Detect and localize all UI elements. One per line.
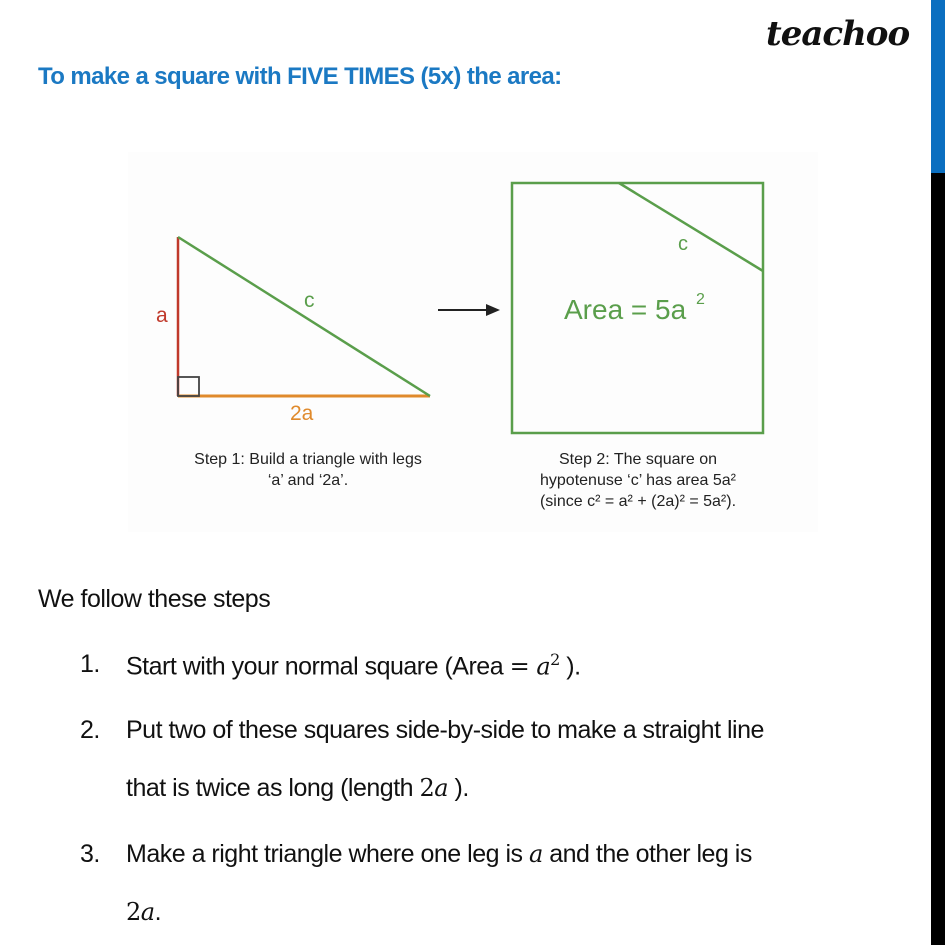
step-text-part: ). xyxy=(448,774,469,802)
label-c: c xyxy=(304,289,315,312)
step-text-part: that is twice as long (length xyxy=(126,774,420,802)
step-text xyxy=(126,650,581,681)
step1-caption xyxy=(158,449,458,491)
step-text-part: . xyxy=(154,898,162,926)
step2-caption-line2: hypotenuse ‘c’ has area 5a² xyxy=(540,472,736,489)
step2-caption-line3: (since c² = a² + (2a)² = 5a²). xyxy=(539,493,737,510)
step-text-part: and the other leg is xyxy=(542,840,752,868)
step-text-part: Start with your normal square (Area xyxy=(126,652,510,681)
step1-caption-line2: ‘a’ and ‘2a’. xyxy=(267,472,349,489)
right-angle-marker xyxy=(178,377,199,396)
square-hypotenuse-line xyxy=(619,183,763,271)
step2-caption-line1: Step 2: The square on xyxy=(558,451,718,468)
square-label-c: c xyxy=(678,233,688,255)
label-a: a xyxy=(156,304,168,327)
teachoo-logo: teachoo xyxy=(766,14,910,54)
intro-text: We follow these steps xyxy=(38,585,271,613)
sidebar-accent-bar xyxy=(931,0,945,173)
pythagoras-figure xyxy=(128,152,818,532)
math-variable: a xyxy=(434,774,449,802)
math-variable: a xyxy=(528,840,543,868)
step-number: 2. xyxy=(80,716,100,744)
math-number: 2 xyxy=(419,774,435,802)
step2-caption xyxy=(498,449,778,512)
area-exponent: 2 xyxy=(696,291,705,308)
step1-caption-line1: Step 1: Build a triangle with legs xyxy=(194,451,422,468)
step-number: 3. xyxy=(80,840,100,868)
math-equals: = xyxy=(509,652,537,681)
step-text-line2 xyxy=(126,898,161,927)
step-text-part: Make a right triangle where one leg is xyxy=(126,840,529,868)
math-number: 2 xyxy=(126,898,141,926)
step-number: 1. xyxy=(80,650,100,678)
hypotenuse-line xyxy=(178,237,430,396)
math-variable: a xyxy=(536,652,551,681)
math-variable: a xyxy=(140,898,155,926)
label-2a: 2a xyxy=(290,402,314,425)
step-text-part: ). xyxy=(559,652,581,681)
step-text-line2 xyxy=(126,774,469,803)
area-label: Area = 5a xyxy=(564,294,687,325)
math-exponent: 2 xyxy=(550,650,560,669)
arrow-right-icon xyxy=(486,304,500,316)
sidebar-dark-bar xyxy=(931,173,945,945)
step-text-line1: Put two of these squares side-by-side to make a straight line xyxy=(126,716,764,744)
page-heading: To make a square with FIVE TIMES (5x) the area: xyxy=(38,63,562,90)
step-text-line1 xyxy=(126,840,752,869)
